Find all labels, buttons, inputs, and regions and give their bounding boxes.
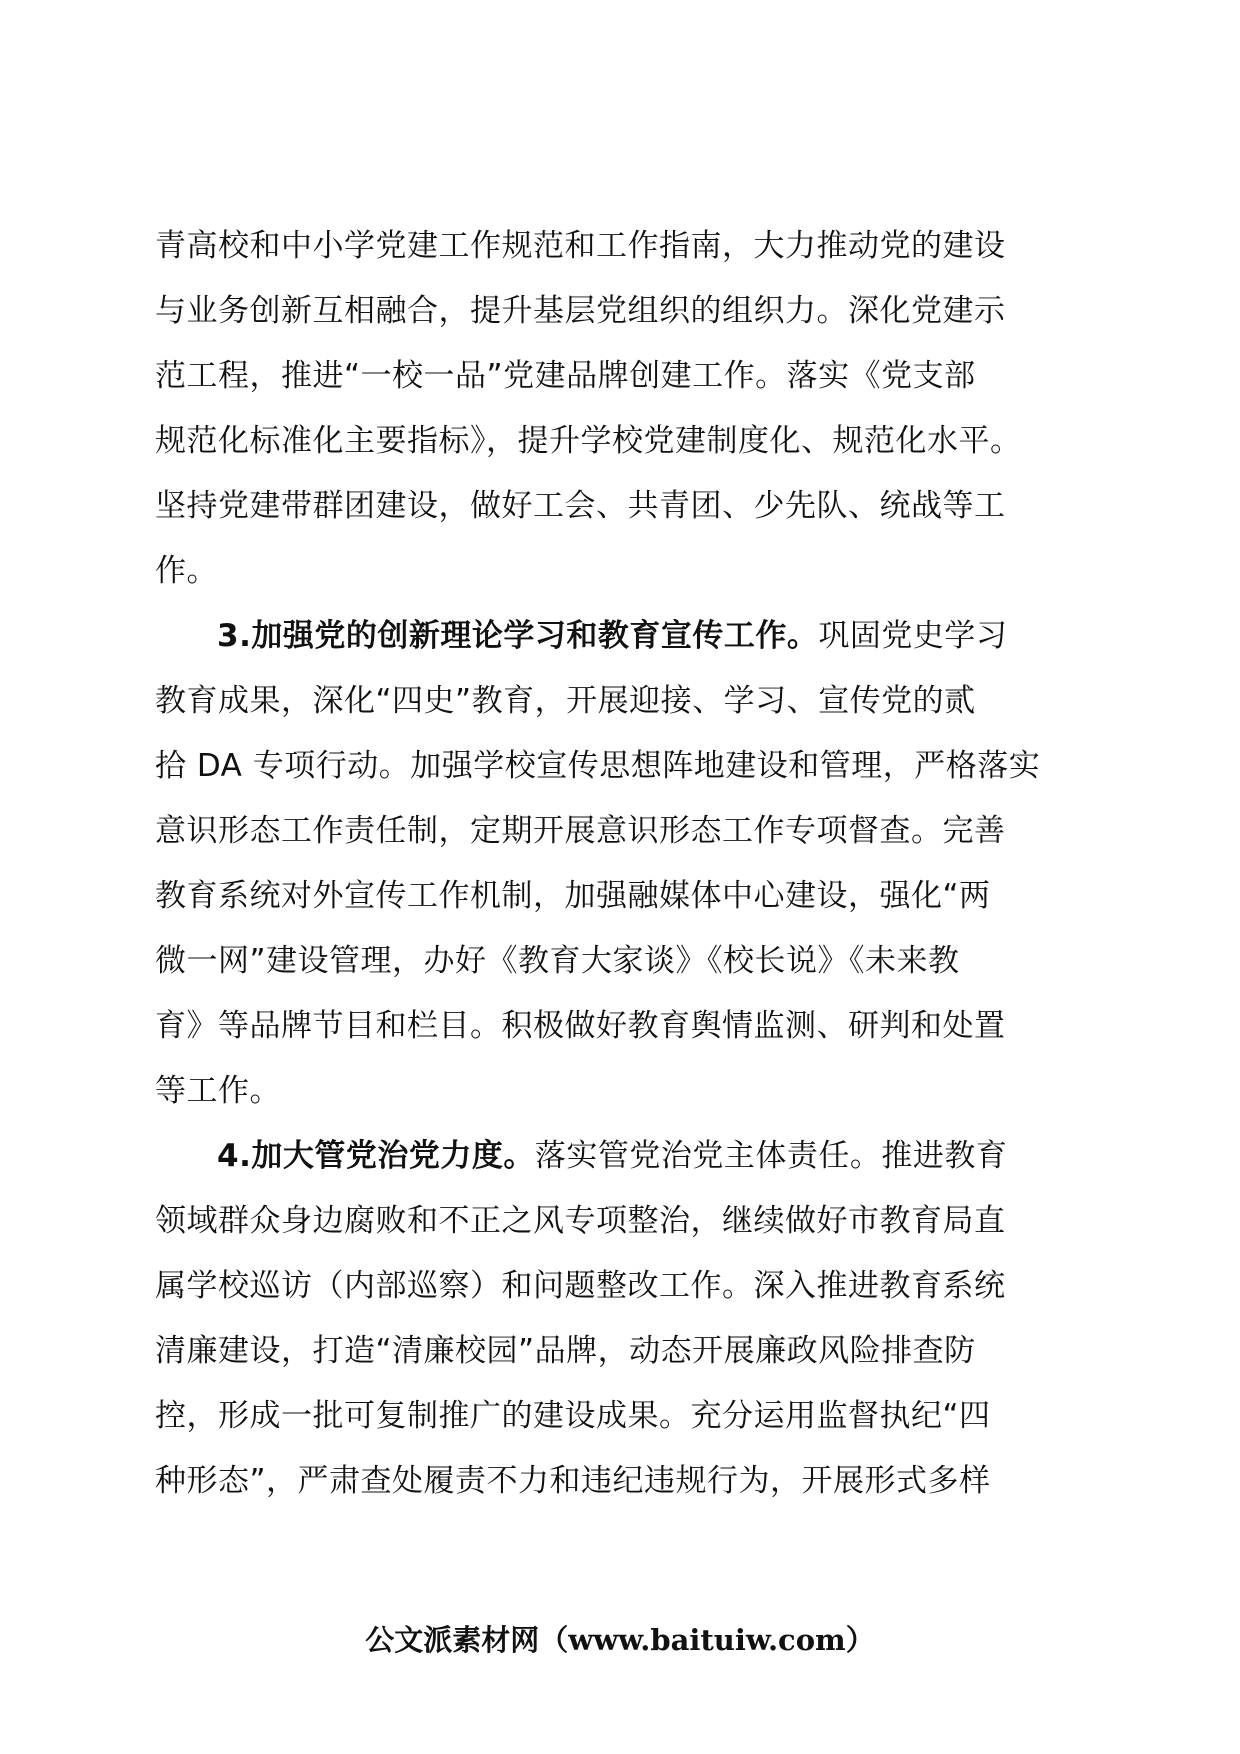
paragraph-line: 控，形成一批可复制推广的建设成果。充分运用监督执纪“四 (155, 1398, 991, 1434)
paragraph-line: 意识形态工作责任制，定期开展意识形态工作专项督查。完善 (155, 813, 1006, 849)
paragraph-line: 教育系统对外宣传工作机制，加强融媒体中心建设，强化“两 (155, 878, 991, 914)
paragraph-line: 规范化标准化主要指标》，提升学校党建制度化、规范化水平。 (155, 423, 1022, 459)
paragraph-line: 教育成果，深化“四史”教育，开展迎接、学习、宣传党的贰 (155, 683, 976, 719)
paragraph-line: 等工作。 (155, 1073, 281, 1109)
paragraph-line: 青高校和中小学党建工作规范和工作指南，大力推动党的建设 (155, 228, 1006, 264)
paragraph-text: 巩固党史学习 (818, 618, 1008, 654)
paragraph-first-line (155, 604, 1090, 669)
section-heading-4: 4.加大管党治党力度。 (217, 1138, 535, 1174)
paragraph-line: 清廉建设，打造“清廉校园”品牌，动态开展廉政风险排查防 (155, 1333, 976, 1369)
paragraph-line: 属学校巡访（内部巡察）和问题整改工作。深入推进教育系统 (155, 1268, 1006, 1304)
section-heading-3: 3.加强党的创新理论学习和教育宣传工作。 (217, 618, 819, 654)
paragraph-line: 领域群众身边腐败和不正之风专项整治，继续做好市教育局直 (155, 1203, 1006, 1239)
paragraph-line: 微一网”建设管理，办好《教育大家谈》《校长说》《未来教 (155, 943, 960, 979)
footer-watermark: 公文派素材网（www.baituiw.com） (365, 1623, 875, 1657)
paragraph-line: 作。 (155, 553, 218, 589)
paragraph-first-line (155, 1124, 1090, 1189)
paragraph-line: 坚持党建带群团建设，做好工会、共青团、少先队、统战等工 (155, 488, 1006, 524)
paragraph-line: 范工程，推进“一校一品”党建品牌创建工作。落实《党支部 (155, 358, 976, 394)
paragraph-text: 落实管党治党主体责任。推进教育 (534, 1138, 1008, 1174)
body-text (155, 214, 1090, 1514)
paragraph-line: 与业务创新互相融合，提升基层党组织的组织力。深化党建示 (155, 293, 1006, 329)
paragraph-line: 拾 DA 专项行动。加强学校宣传思想阵地建设和管理，严格落实 (155, 748, 1041, 784)
paragraph-line: 育》等品牌节目和栏目。积极做好教育舆情监测、研判和处置 (155, 1008, 1006, 1044)
paragraph-line: 种形态”，严肃查处履责不力和违纪违规行为，开展形式多样 (155, 1463, 991, 1499)
